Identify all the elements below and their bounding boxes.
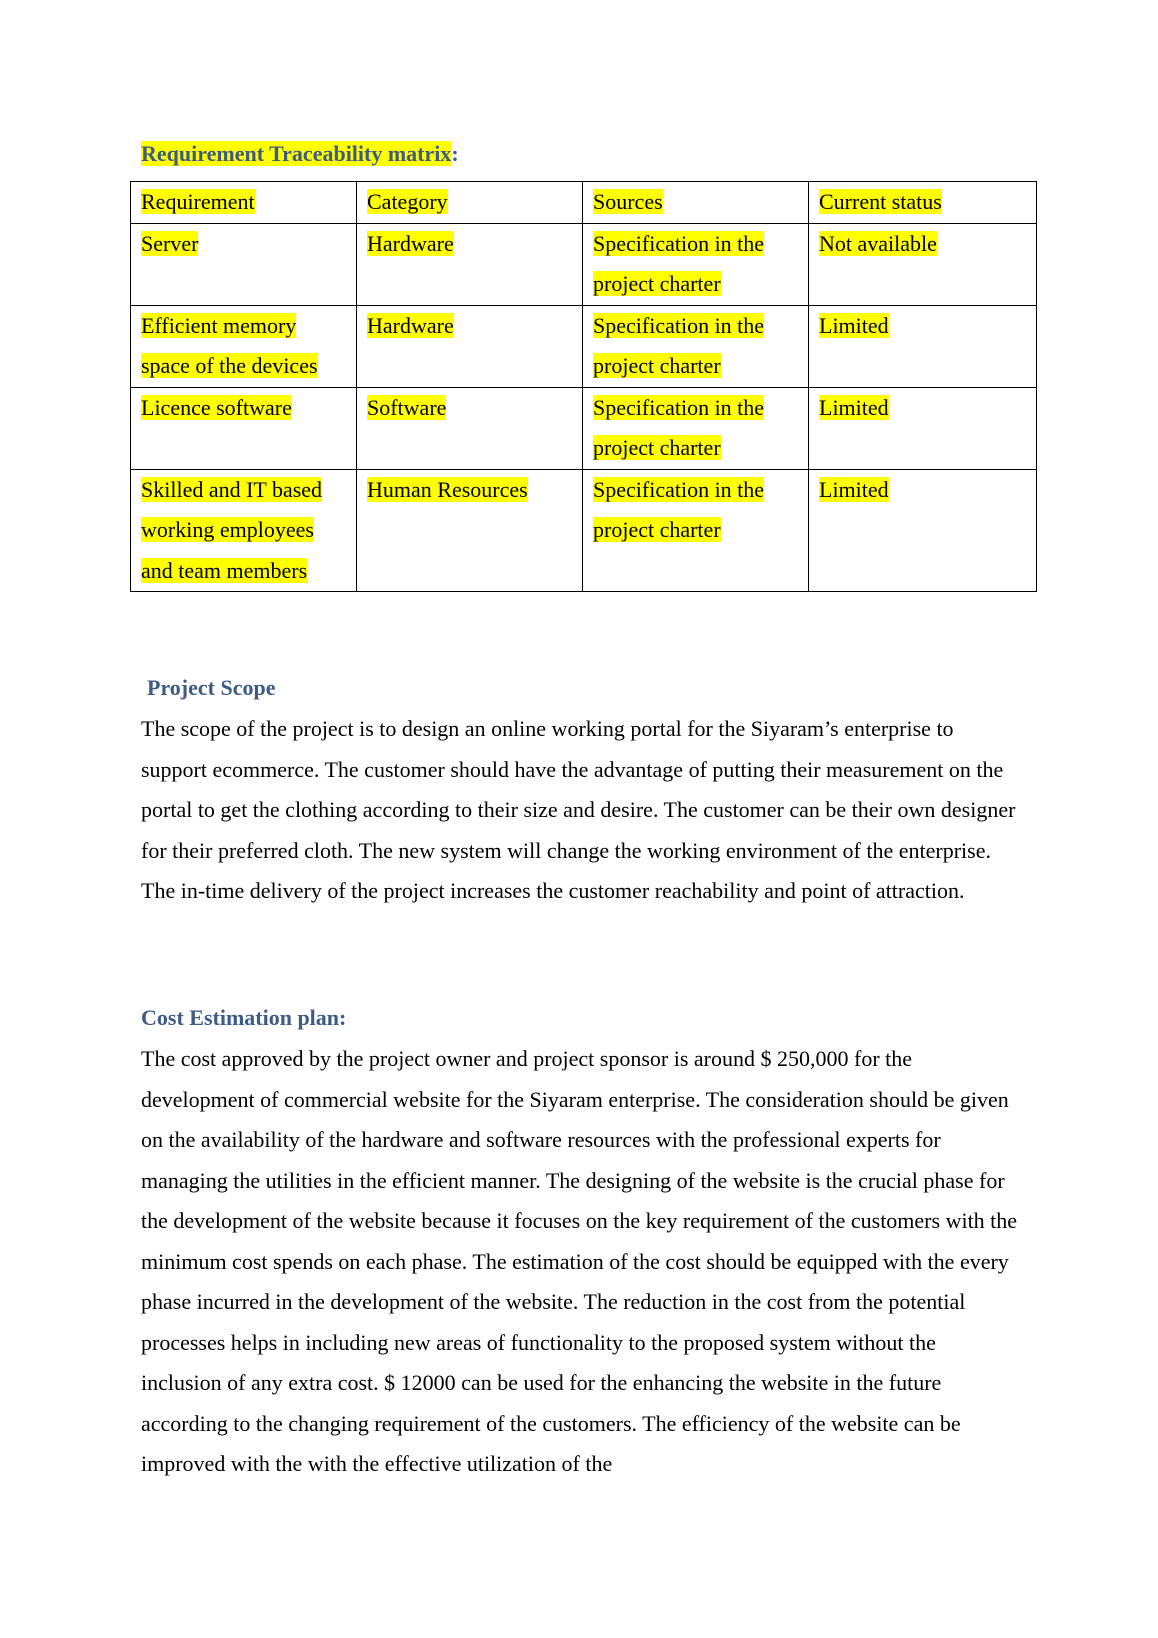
rtm-heading-text: Requirement Traceability matrix [141, 141, 452, 166]
cost-estimation-paragraph: The cost approved by the project owner and project sponsor is around $ 250,000 for the development of commercial website for the Siyaram enterprise. The consideration should be given on the availability of the hardware and software resources with the professional experts for managing the utilities in the efficient manner. The designing of the website is the crucial phase for the development of the website because it focuses on the key requirement of the customers with the minimum cost spends on each phase. The estimation of the cost should be equipped with the every phase incurred in the development of the website. The reduction in the cost from the potential processes helps in including new areas of functionality to the proposed system without the inclusion of any extra cost. $ 12000 can be used for the enhancing the website in the future according to the changing requirement of the customers. The efficiency of the website can be improved with the with the effective utilization of the [141, 1046, 1018, 1476]
table-cell [809, 223, 1037, 305]
requirement-value: Licence software [141, 394, 292, 420]
requirement-value: Efficient memory space of the devices [141, 312, 318, 378]
table-cell [809, 469, 1037, 592]
header-cell [809, 182, 1037, 224]
source-value: Specification in the project charter [593, 230, 765, 296]
category-value: Hardware [367, 312, 454, 338]
requirement-traceability-table [130, 181, 1037, 592]
table-cell [357, 305, 583, 387]
rtm-heading [141, 140, 459, 168]
project-scope-paragraph: The scope of the project is to design an online working portal for the Siyaram’s enterprise to support ecommerce. The customer should have the advantage of putting their measurement on the portal to get the clothing according to their size and desire. The customer can be their own designer for their preferred cloth. The new system will change the working environment of the enterprise. The in-time delivery of the project increases the customer reachability and point of attraction. [141, 716, 1016, 903]
table-row [131, 305, 1037, 387]
table-cell [131, 469, 357, 592]
table-cell [357, 387, 583, 469]
table-cell [809, 387, 1037, 469]
table-cell [131, 223, 357, 305]
table-cell [583, 223, 809, 305]
table-row [131, 469, 1037, 592]
header-cell [131, 182, 357, 224]
status-value: Limited [819, 312, 889, 338]
table-cell [809, 305, 1037, 387]
status-value: Limited [819, 394, 889, 420]
header-sources: Sources [593, 189, 663, 214]
category-value: Human Resources [367, 476, 528, 502]
table-row [131, 223, 1037, 305]
status-value: Not available [819, 230, 937, 256]
table-cell [583, 469, 809, 592]
source-value: Specification in the project charter [593, 394, 765, 460]
table-row [131, 387, 1037, 469]
header-category: Category [367, 189, 448, 214]
category-value: Software [367, 394, 447, 420]
header-cell [583, 182, 809, 224]
status-value: Limited [819, 476, 889, 502]
header-current-status: Current status [819, 189, 942, 214]
cost-estimation-heading: Cost Estimation plan: [141, 1005, 347, 1030]
table-cell [357, 469, 583, 592]
table-cell [583, 387, 809, 469]
source-value: Specification in the project charter [593, 476, 765, 542]
rtm-heading-colon: : [451, 141, 459, 166]
table-cell [357, 223, 583, 305]
source-value: Specification in the project charter [593, 312, 765, 378]
table-cell [583, 305, 809, 387]
requirement-value: Server [141, 230, 199, 256]
category-value: Hardware [367, 230, 454, 256]
project-scope-heading: Project Scope [147, 675, 276, 700]
header-requirement: Requirement [141, 189, 255, 214]
header-cell [357, 182, 583, 224]
table-header-row [131, 182, 1037, 224]
requirement-value: Skilled and IT based working employees and team members [141, 476, 323, 583]
table-cell [131, 305, 357, 387]
table-cell [131, 387, 357, 469]
